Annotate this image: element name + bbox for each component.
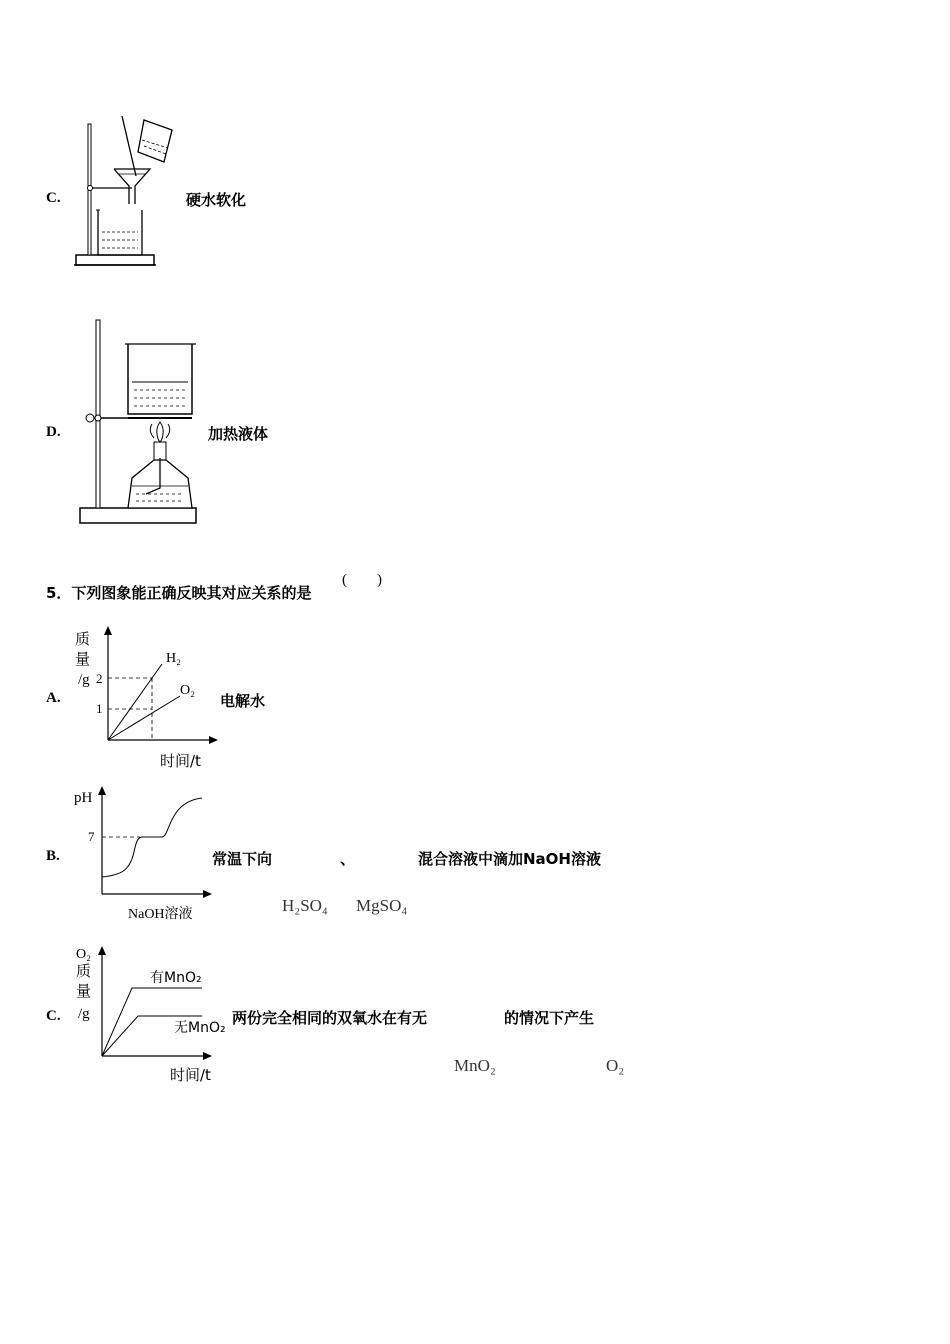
option-c5-caption-2: 的情况下产生 bbox=[504, 1009, 595, 1027]
option-b-caption-1: 常温下向 bbox=[212, 850, 273, 868]
x-axis-label: 时间/t bbox=[160, 752, 201, 770]
option-d-caption: 加热液体 bbox=[208, 425, 269, 443]
oxygen-mass-graph bbox=[70, 940, 240, 1088]
without-catalyst-label: 无MnO₂ bbox=[174, 1020, 226, 1036]
option-b-caption-2: 混合溶液中滴加NaOH溶液 bbox=[418, 850, 601, 868]
option-c-caption: 硬水软化 bbox=[186, 191, 247, 209]
y-axis-label-2: 量 bbox=[76, 982, 92, 1000]
question-5-title: 5．下列图象能正确反映其对应关系的是 bbox=[46, 584, 312, 602]
option-c5-caption-1: 两份完全相同的双氧水在有无 bbox=[232, 1009, 428, 1027]
option-c5-chem-2: O₂ bbox=[606, 1056, 625, 1075]
answer-paren: ( ) bbox=[342, 572, 382, 588]
h2-label: H₂ bbox=[166, 651, 181, 666]
option-b-separator: 、 bbox=[340, 850, 356, 868]
option-label-d: D. bbox=[46, 424, 61, 440]
y-axis-label: pH bbox=[74, 790, 93, 806]
option-c5-chem-1: MnO₂ bbox=[454, 1056, 496, 1075]
y-axis-label-1: 质 bbox=[76, 962, 92, 980]
ph-graph bbox=[70, 782, 220, 927]
o2-label: O₂ bbox=[180, 683, 195, 698]
with-catalyst-label: 有MnO₂ bbox=[150, 970, 202, 986]
x-axis-label: NaOH溶液 bbox=[128, 907, 193, 922]
tick-1: 1 bbox=[96, 701, 103, 716]
option-label-a: A. bbox=[46, 690, 61, 706]
y-axis-label-3: /g bbox=[78, 672, 90, 688]
option-a-caption: 电解水 bbox=[220, 692, 266, 710]
y-axis-label-2: 量 bbox=[75, 650, 91, 668]
option-label-c5: C. bbox=[46, 1008, 61, 1024]
option-b-chem-1: H₂SO₄ bbox=[282, 896, 328, 915]
heating-apparatus-figure bbox=[74, 318, 204, 528]
option-label-b: B. bbox=[46, 848, 60, 864]
tick-7: 7 bbox=[88, 829, 95, 844]
filtration-apparatus-figure bbox=[70, 112, 185, 272]
x-axis-label: 时间/t bbox=[170, 1066, 211, 1084]
option-b-chem-2: MgSO₄ bbox=[356, 896, 408, 915]
tick-2: 2 bbox=[96, 671, 103, 686]
y-axis-label-0: O₂ bbox=[76, 947, 91, 962]
electrolysis-graph bbox=[70, 622, 230, 772]
option-label-c: C. bbox=[46, 190, 61, 206]
y-axis-label-1: 质 bbox=[75, 630, 91, 648]
y-axis-label-3: /g bbox=[78, 1006, 90, 1022]
